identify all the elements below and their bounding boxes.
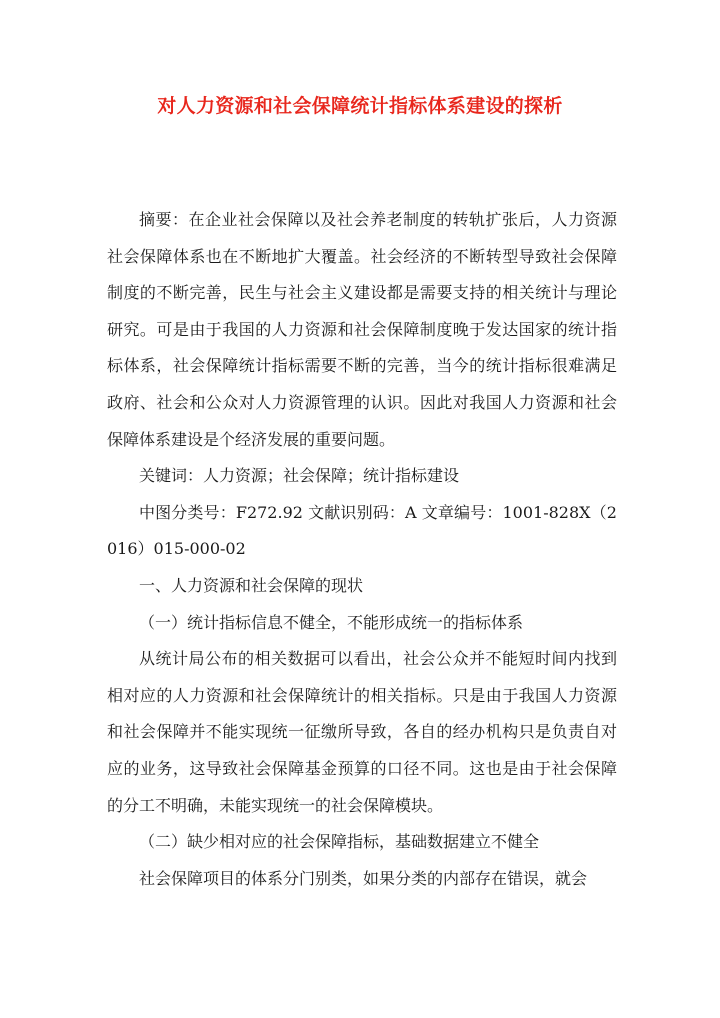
classification-line: 中图分类号：F272.92 文献识别码：A 文章编号：1001-828X（2016）015-000-02: [107, 502, 617, 559]
document-title: 对人力资源和社会保障统计指标体系建设的探析: [157, 95, 563, 117]
subsection-heading: （一）统计指标信息不健全，不能形成统一的指标体系: [139, 612, 524, 632]
section-heading: 一、人力资源和社会保障的现状: [139, 575, 364, 595]
keywords-line: 关键词：人力资源；社会保障；统计指标建设: [139, 466, 460, 486]
body-paragraph: 社会保障项目的体系分门别类，如果分类的内部存在错误，就会: [139, 868, 588, 888]
document-body: [107, 202, 617, 897]
body-paragraph: 从统计局公布的相关数据可以看出，社会公众并不能短时间内找到相对应的人力资源和社会保障统计的相关指标。只是由于我国人力资源和社会保障并不能实现统一征缴所导致，各自的经办机构只是负责自对应的业务，这导致社会保障基金预算的口径不同。这也是由于社会保障的分工不明确，未能实现统一的社会保障模块。: [107, 649, 617, 815]
subsection-heading: （二）缺少相对应的社会保障指标，基础数据建立不健全: [139, 832, 540, 852]
abstract-paragraph: 摘要：在企业社会保障以及社会养老制度的转轨扩张后，人力资源社会保障体系也在不断地扩大覆盖。社会经济的不断转型导致社会保障制度的不断完善，民生与社会主义建设都是需要支持的相关统计与理论研究。可是由于我国的人力资源和社会保障制度晚于发达国家的统计指标体系，社会保障统计指标需要不断的完善，当今的统计指标很难满足政府、社会和公众对人力资源管理的认识。因此对我国人力资源和社会保障体系建设是个经济发展的重要问题。: [107, 210, 617, 449]
